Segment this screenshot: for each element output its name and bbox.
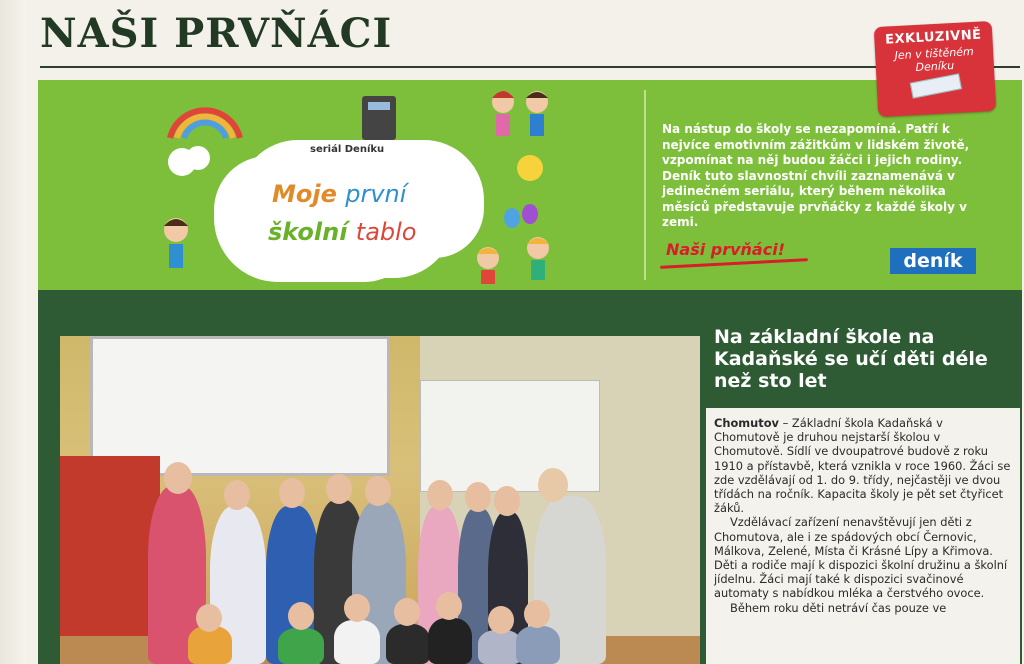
child-figure [386,624,430,664]
kid-left-icon [164,218,188,268]
logo-word-skolni: školní [268,218,356,246]
child-head [344,594,370,622]
logo-word-prvni: první [345,180,407,208]
kid-bottom-icon [527,237,549,280]
exclusive-badge [874,21,997,117]
wall-poster [420,380,600,492]
child-head [224,480,250,510]
series-logo-cloud [238,140,454,278]
article-paragraph-1 [714,416,1012,515]
child-figure [428,618,472,664]
article-paragraph-1-text: – Základní škola Kadaňská v Chomutově je druhou nejstarší školou v Chomutově. Sídlí ve dvoupatrové budově z roku 1910 a přístavbě, která vznikla v roce 1960. Žáci se zde vzdělávají od 1. do 9. třídy, nejčastěji ve dvou třídách na ročník. Kapacita školy je pět set čtyřicet žáků. [714,416,1011,516]
child-head [465,482,491,512]
red-wall [60,456,160,664]
child-head [326,474,352,504]
child-head [394,598,420,626]
logo-word-tablo: tablo [355,218,417,246]
teacher-head [538,468,568,502]
child-head [427,480,453,510]
logo-word-moje: Moje [272,180,346,208]
child-head [279,478,305,508]
child-head [164,462,192,494]
girl-icon [492,91,514,136]
child-figure [278,628,324,664]
series-logo-line2 [268,218,416,246]
page-edge [0,0,26,664]
rainbow-icon [170,110,240,138]
article-paragraph-3: Během roku děti netráví čas pouze ve [730,600,947,615]
newspaper-icon [910,73,962,98]
badge-subtitle: Jen v tištěném Deníku [894,44,975,75]
class-photo [60,336,700,664]
sun-icon [517,155,543,181]
child-figure [334,620,380,664]
whiteboard [90,336,390,476]
article-headline: Na základní škole na Kadaňské se učí děti déle než sto let [714,326,988,392]
child-figure [516,626,560,664]
series-label: seriál Deníku [310,144,385,155]
child-head [436,592,462,620]
child-head [494,486,520,516]
child-head [524,600,550,628]
badge-title: EXKLUZIVNĚ [884,27,982,48]
title-rule [40,66,1020,68]
banner-divider [644,90,646,280]
denik-logo: deník [890,248,976,274]
series-intro: Na nástup do školy se nezapomíná. Patří k nejvíce emotivním zážitkům v lidském životě, vzpomínat na něj budou žáčci i jejich rodiny. Deník tuto slavnostní chvíli zaznamenává v jedinečném seriálu, který během několika měsíců představuje prvňáčky z každé školy v zemi. [662,122,970,229]
child-head [488,606,514,634]
child-head [196,604,222,632]
article-dateline: Chomutov [714,416,779,430]
child-head [288,602,314,630]
series-signature: Naši prvňáci! [666,240,785,259]
section-title: NAŠI PRVŇÁCI [40,10,393,57]
kid-right-icon [477,247,499,284]
article-body [706,408,1020,664]
child-head [365,476,391,506]
series-logo-line1 [272,180,406,208]
boy-icon [526,91,548,136]
article-paragraph-2: Vzdělávací zařízení nenavštěvují jen děti z Chomutova, ale i ze spádových obcí Černovic, Málkova, Zelené, Místa či Krásné Lípy a Křimova. Děti a rodiče mají k dispozici školní družinu a školní jídelnu. Žáci mají také k dispozici svačinové automaty s nabídkou mléka a čerstvého ovoce. [714,515,1008,601]
balloons-icon [504,204,538,228]
